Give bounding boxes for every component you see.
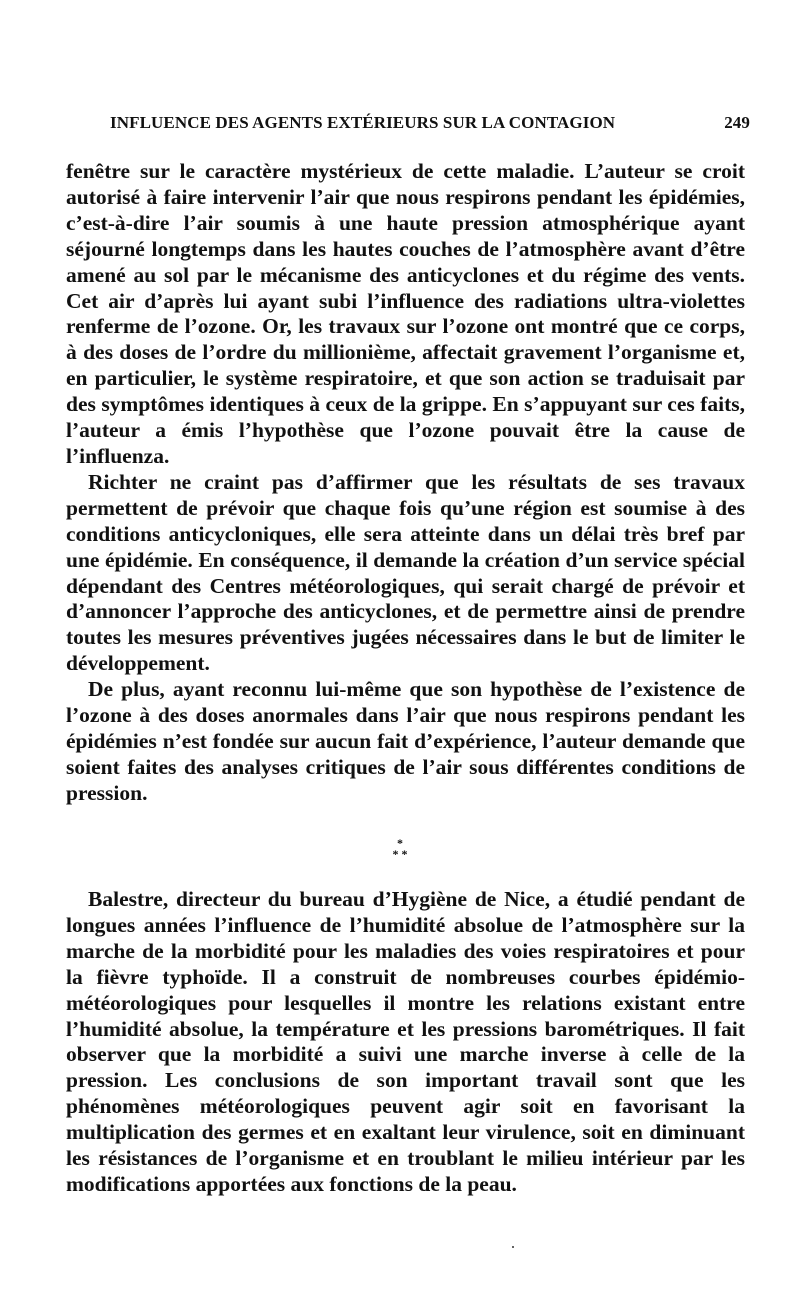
paragraph-continuation: fenêtre sur le caractère mystérieux de cette maladie. L’auteur se croit autorisé à faire intervenir l’air que nous respirons pendant les épidémies, c’est-à-dire l’air soumis à une haute pression atmosphérique ayant séjourné longtemps dans les hautes couches de l’atmosphère avant d’être amené au sol par le mécanisme des anticyclones et du régime des vents. Cet air d’après lui ayant subi l’influence des radiations ultra-violettes renferme de l’ozone. Or, les travaux sur l’ozone ont montré que ce corps, à des doses de l’ordre du millionième, affectait gravement l’organisme et, en particulier, le système respiratoire, et que son action se traduisait par des symptômes identiques à ceux de la grippe. En s’appuyant sur ces faits, l’auteur a émis l’hypothèse que l’ozone pouvait être la cause de l’influenza. (66, 159, 745, 468)
text-block-upper (66, 159, 745, 807)
paragraph-balestre: Balestre, directeur du bureau d’Hygiène de Nice, a étudié pendant de longues années l’influence de l’humidité absolue de l’atmosphère sur la marche de la morbidité pour les maladies des voies respiratoires et pour la fièvre typhoïde. Il a construit de nombreuses courbes épidémio-météorologiques pour lesquelles il montre les relations existant entre l’humidité absolue, la température et les pressions barométriques. Il fait observer que la morbidité a suivi une marche inverse à celle de la pression. Les conclusions de son important travail sont que les phénomènes météorologiques peuvent agir soit en favorisant la multiplication des germes et en exaltant leur virulence, soit en diminuant les résistances de l’organisme et en troublant le milieu intérieur par les modifications apportées aux fonctions de la peau. (66, 887, 745, 1196)
page-number: 249 (724, 113, 750, 132)
print-speck (512, 1246, 514, 1248)
asterism-bottom: * * (392, 847, 408, 861)
asterism-top: * (397, 836, 403, 850)
section-separator-asterism (380, 838, 420, 868)
running-head (110, 113, 750, 133)
running-head-title: INFLUENCE DES AGENTS EXTÉRIEURS SUR LA CONTAGION (110, 113, 616, 132)
paragraph-ozone-hypothesis: De plus, ayant reconnu lui-même que son hypothèse de l’existence de l’ozone à des doses anormales dans l’air que nous respirons pendant les épidémies n’est fondée sur aucun fait d’expérience, l’auteur demande que soient faites des analyses critiques de l’air sous différentes conditions de pression. (66, 677, 745, 805)
text-block-lower (66, 887, 745, 1198)
paragraph-richter: Richter ne craint pas d’affirmer que les résultats de ses travaux permettent de prévoir que chaque fois qu’une région est soumise à des conditions anticycloniques, elle sera atteinte dans un délai très bref par une épidémie. En conséquence, il demande la création d’un service spécial dépendant des Centres météorologiques, qui serait chargé de prévoir et d’annoncer l’approche des anticyclones, et de permettre ainsi de prendre toutes les mesures préventives jugées nécessaires dans le but de limiter le développement. (66, 469, 745, 676)
